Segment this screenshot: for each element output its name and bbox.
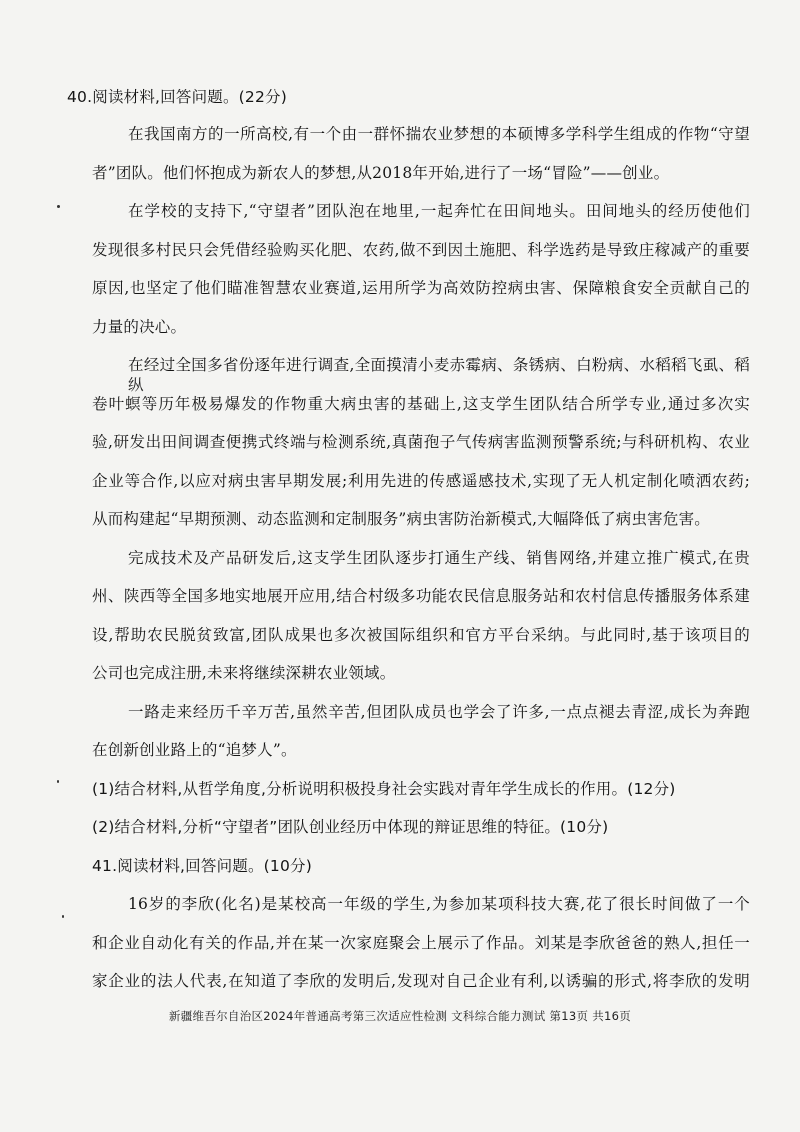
scan-speck (57, 205, 60, 208)
q40-p3-line-5: 从而构建起“早期预测、动态监测和定制服务”病虫害防治新模式,大幅降低了病虫害危害。 (92, 510, 710, 528)
q40-p1-line-2: 者”团队。他们怀抱成为新农人的梦想,从2018年开始,进行了一场“冒险”——创业。 (92, 164, 670, 182)
q40-p4-line-4: 公司也完成注册,未来将继续深耕农业领域。 (92, 664, 396, 682)
q40-p3-line-1: 在经过全国多省份逐年进行调查,全面摸清小麦赤霉病、条锈病、白粉病、水稻稻飞虱、稻纵 (128, 356, 750, 394)
q40-p5-line-1: 一路走来经历千辛万苦,虽然辛苦,但团队成员也学会了许多,一点点褪去青涩,成长为奔跑 (128, 703, 750, 721)
q40-subquestion-2: (2)结合材料,分析“守望者”团队创业经历中体现的辩证思维的特征。(10分) (92, 818, 609, 836)
q40-p4-line-1: 完成技术及产品研发后,这支学生团队逐步打通生产线、销售网络,并建立推广模式,在贵 (128, 549, 750, 567)
q40-p3-line-3: 验,研发出田间调查便携式终端与检测系统,真菌孢子气传病害监测预警系统;与科研机构、农业 (92, 433, 750, 451)
q40-p4-line-2: 州、陕西等全国多地实地展开应用,结合村级多功能农民信息服务站和农村信息传播服务体系建 (92, 587, 750, 605)
q41-p1-line-1: 16岁的李欣(化名)是某校高一年级的学生,为参加某项科技大赛,花了很长时间做了一个 (128, 895, 750, 913)
q40-p3-line-2: 卷叶螟等历年极易爆发的作物重大病虫害的基础上,这支学生团队结合所学专业,通过多次实 (92, 395, 750, 413)
q41-p1-line-3: 家企业的法人代表,在知道了李欣的发明后,发现对自己企业有利,以诱骗的形式,将李欣的发明 (92, 972, 750, 990)
scan-speck (62, 915, 64, 918)
question-40-title: 40.阅读材料,回答问题。(22分) (67, 88, 287, 106)
q40-p5-line-2: 在创新创业路上的“追梦人”。 (92, 741, 297, 759)
q40-p2-line-4: 力量的决心。 (92, 318, 187, 336)
q40-p1-line-1: 在我国南方的一所高校,有一个由一群怀揣农业梦想的本硕博多学科学生组成的作物“守望 (128, 125, 750, 143)
q40-p3-line-4: 企业等合作,以应对病虫害早期发展;利用先进的传感遥感技术,实现了无人机定制化喷洒农药; (92, 472, 750, 490)
q40-p2-line-2: 发现很多村民只会凭借经验购买化肥、农药,做不到因土施肥、科学选药是导致庄稼减产的重要 (92, 241, 750, 259)
q40-p2-line-1: 在学校的支持下,“守望者”团队泡在地里,一起奔忙在田间地头。田间地头的经历使他们 (128, 202, 750, 220)
q40-p4-line-3: 设,帮助农民脱贫致富,团队成果也多次被国际组织和官方平台采纳。与此同时,基于该项目的 (92, 626, 750, 644)
page-footer: 新疆维吾尔自治区2024年普通高考第三次适应性检测 文科综合能力测试 第13页 共16页 (168, 1009, 632, 1023)
q40-p2-line-3: 原因,也坚定了他们瞄准智慧农业赛道,运用所学为高效防控病虫害、保障粮食安全贡献自己的 (92, 279, 750, 297)
q41-p1-line-2: 和企业自动化有关的作品,并在某一次家庭聚会上展示了作品。刘某是李欣爸爸的熟人,担任一 (92, 934, 750, 952)
question-41-title: 41.阅读材料,回答问题。(10分) (92, 857, 312, 875)
scan-speck (57, 780, 59, 783)
q40-subquestion-1: (1)结合材料,从哲学角度,分析说明积极投身社会实践对青年学生成长的作用。(12分) (92, 780, 676, 798)
